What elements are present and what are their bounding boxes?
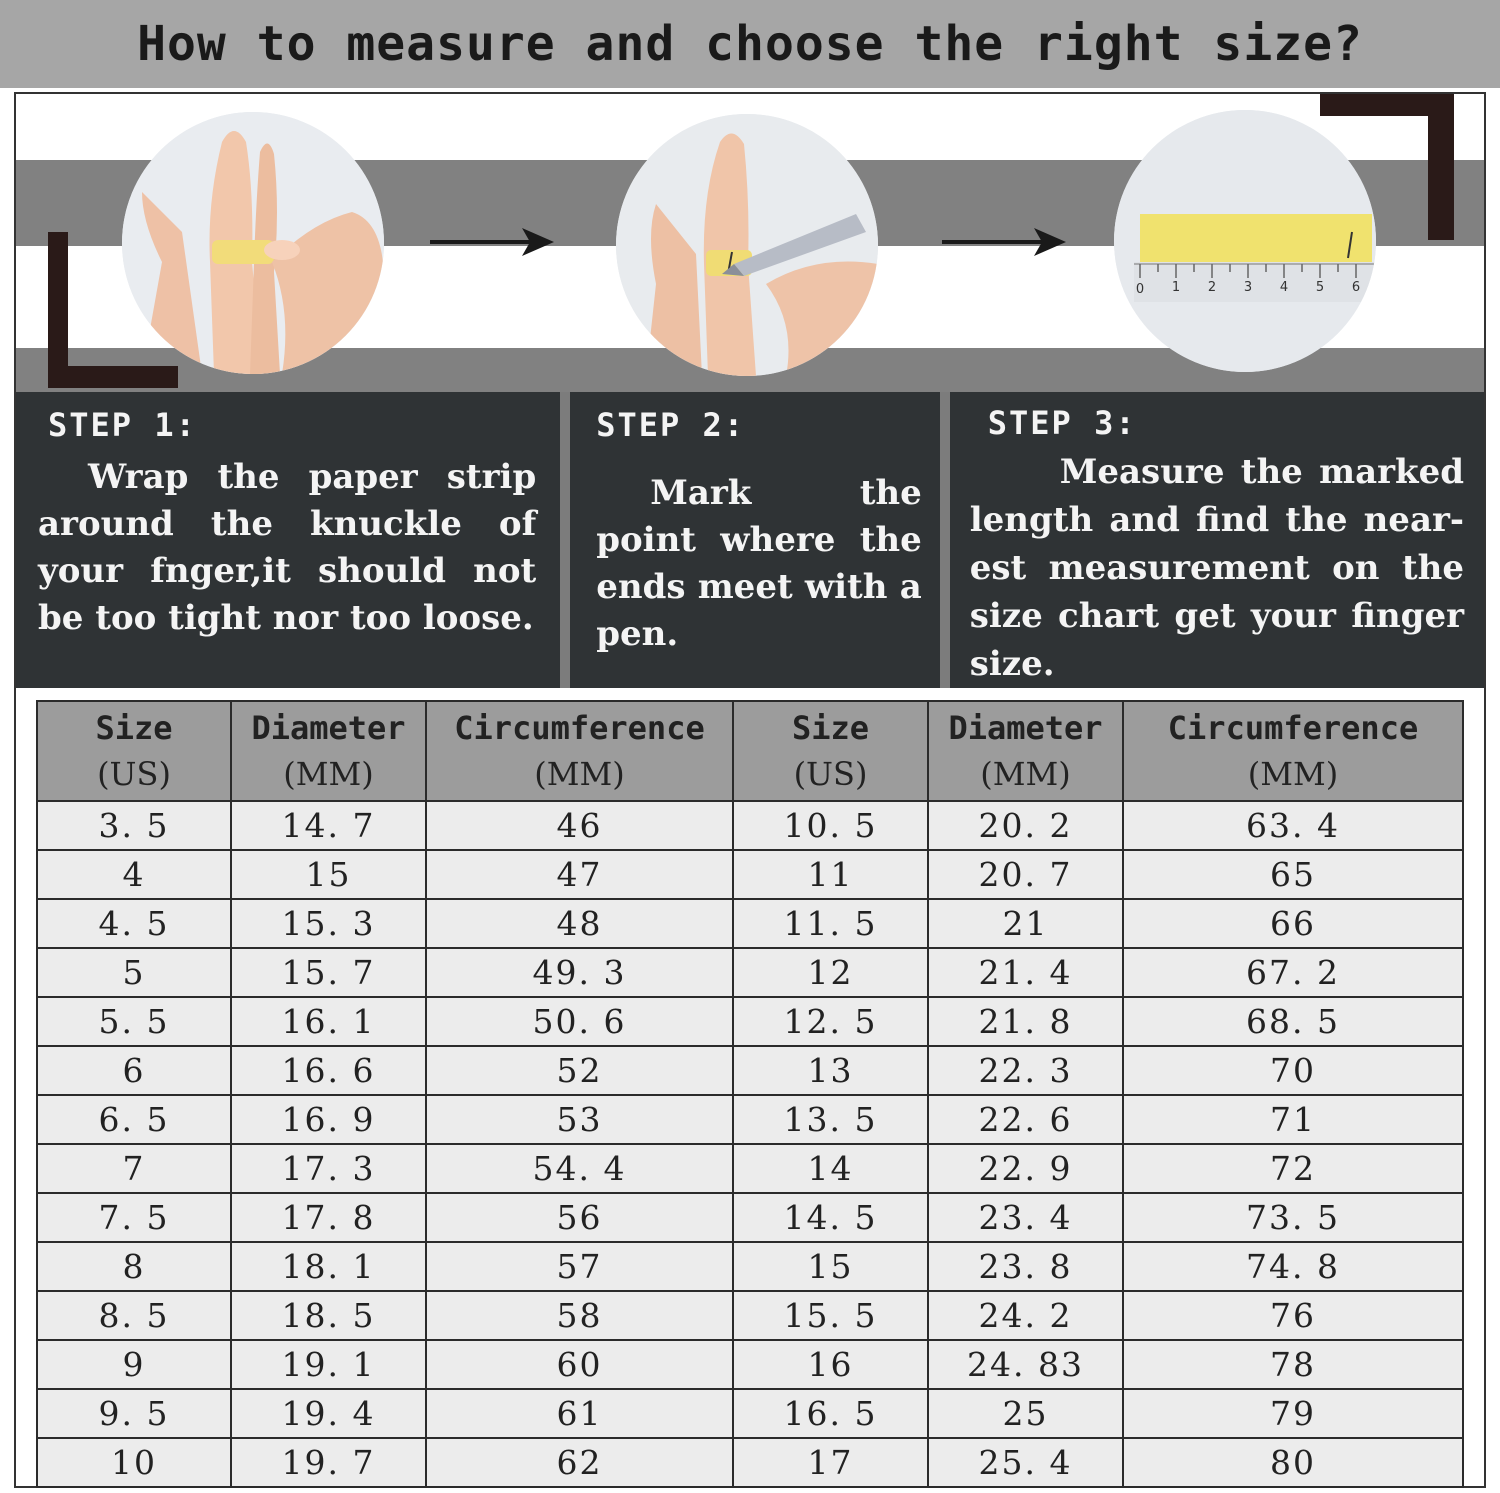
header-diameter-mm: Diameter (MM): [231, 701, 426, 801]
table-cell: 67. 2: [1123, 948, 1463, 997]
table-cell: 73. 5: [1123, 1193, 1463, 1242]
table-cell: 16. 9: [231, 1095, 426, 1144]
table-cell: 6: [37, 1046, 231, 1095]
table-cell: 4. 5: [37, 899, 231, 948]
table-cell: 13. 5: [733, 1095, 928, 1144]
step-2-text: Mark the point where the ends meet with a pen.: [596, 473, 922, 654]
table-cell: 61: [426, 1389, 733, 1438]
header-size-us: Size (US): [37, 701, 231, 801]
table-cell: 3. 5: [37, 801, 231, 850]
table-cell: 15. 7: [231, 948, 426, 997]
table-cell: 4: [37, 850, 231, 899]
table-cell: 48: [426, 899, 733, 948]
step-1-text: Wrap the paper strip around the knuckle of your fnger,it should not be too tight nor too loose.: [38, 457, 537, 638]
table-cell: 70: [1123, 1046, 1463, 1095]
table-cell: 23. 4: [928, 1193, 1123, 1242]
table-cell: 7. 5: [37, 1193, 231, 1242]
table-cell: 57: [426, 1242, 733, 1291]
table-cell: 5: [37, 948, 231, 997]
table-cell: 18. 1: [231, 1242, 426, 1291]
table-cell: 17: [733, 1438, 928, 1487]
ruler-photo: [1114, 110, 1376, 372]
size-chart-table: [36, 700, 1464, 1488]
table-cell: 5. 5: [37, 997, 231, 1046]
ruler-tick-6: 6: [1351, 280, 1361, 295]
step-3-card: [950, 392, 1484, 688]
table-cell: 16: [733, 1340, 928, 1389]
table-row: [37, 1291, 1463, 1340]
arrow-right-icon: [942, 222, 1066, 262]
table-header-row: [37, 701, 1463, 801]
table-row: [37, 1242, 1463, 1291]
table-cell: 15: [733, 1242, 928, 1291]
finger-wrap-photo: [122, 112, 384, 374]
corner-bracket-left: [48, 232, 68, 388]
table-cell: 8. 5: [37, 1291, 231, 1340]
pen-mark-photo: [616, 114, 878, 376]
table-cell: 6. 5: [37, 1095, 231, 1144]
table-cell: 58: [426, 1291, 733, 1340]
table-row: [37, 1193, 1463, 1242]
table-cell: 10: [37, 1438, 231, 1487]
table-cell: 17. 8: [231, 1193, 426, 1242]
table-cell: 14: [733, 1144, 928, 1193]
table-cell: 12. 5: [733, 997, 928, 1046]
table-cell: 80: [1123, 1438, 1463, 1487]
table-cell: 50. 6: [426, 997, 733, 1046]
table-cell: 12: [733, 948, 928, 997]
step-2-title: STEP 2:: [596, 406, 746, 444]
table-row: [37, 801, 1463, 850]
table-cell: 21. 8: [928, 997, 1123, 1046]
table-cell: 49. 3: [426, 948, 733, 997]
table-cell: 7: [37, 1144, 231, 1193]
steps-panel: [16, 392, 1484, 688]
table-cell: 19. 7: [231, 1438, 426, 1487]
table-row: [37, 1046, 1463, 1095]
table-row: [37, 997, 1463, 1046]
table-cell: 24. 2: [928, 1291, 1123, 1340]
step-3-text: Measure the marked length and find the near- est measurement on the size chart get your finger size.: [969, 452, 1464, 684]
title-bar: [0, 0, 1500, 88]
table-cell: 60: [426, 1340, 733, 1389]
ruler-tick-3: 3: [1243, 280, 1253, 295]
table-cell: 20. 7: [928, 850, 1123, 899]
table-cell: 74. 8: [1123, 1242, 1463, 1291]
table-cell: 25: [928, 1389, 1123, 1438]
header-circumference-mm: Circumference (MM): [426, 701, 733, 801]
table-cell: 16. 1: [231, 997, 426, 1046]
table-cell: 15. 5: [733, 1291, 928, 1340]
table-cell: 14. 5: [733, 1193, 928, 1242]
table-cell: 19. 1: [231, 1340, 426, 1389]
table-cell: 79: [1123, 1389, 1463, 1438]
table-row: [37, 1438, 1463, 1487]
table-cell: 71: [1123, 1095, 1463, 1144]
page-title: How to measure and choose the right size?: [137, 16, 1363, 72]
table-cell: 53: [426, 1095, 733, 1144]
table-cell: 22. 6: [928, 1095, 1123, 1144]
table-cell: 78: [1123, 1340, 1463, 1389]
table-row: [37, 1095, 1463, 1144]
header-size-us-2: Size (US): [733, 701, 928, 801]
table-cell: 11. 5: [733, 899, 928, 948]
table-row: [37, 948, 1463, 997]
table-cell: 15: [231, 850, 426, 899]
table-cell: 47: [426, 850, 733, 899]
table-cell: 24. 83: [928, 1340, 1123, 1389]
table-cell: 19. 4: [231, 1389, 426, 1438]
step-1-card: [16, 392, 560, 688]
corner-bracket-left-base: [48, 366, 178, 388]
header-diameter-mm-2: Diameter (MM): [928, 701, 1123, 801]
table-cell: 23. 8: [928, 1242, 1123, 1291]
ruler-tick-5: 5: [1315, 280, 1325, 295]
table-cell: 11: [733, 850, 928, 899]
table-cell: 10. 5: [733, 801, 928, 850]
table-cell: 22. 3: [928, 1046, 1123, 1095]
table-cell: 46: [426, 801, 733, 850]
table-cell: 65: [1123, 850, 1463, 899]
ruler-tick-0: 0: [1135, 282, 1145, 297]
table-row: [37, 1340, 1463, 1389]
table-cell: 52: [426, 1046, 733, 1095]
ruler-tick-4: 4: [1279, 280, 1289, 295]
table-row: [37, 1144, 1463, 1193]
table-cell: 21. 4: [928, 948, 1123, 997]
table-row: [37, 850, 1463, 899]
step-2-card: [570, 392, 940, 688]
table-body: [37, 801, 1463, 1487]
table-cell: 63. 4: [1123, 801, 1463, 850]
table-cell: 8: [37, 1242, 231, 1291]
table-cell: 9: [37, 1340, 231, 1389]
header-circumference-mm-2: Circumference (MM): [1123, 701, 1463, 801]
table-cell: 14. 7: [231, 801, 426, 850]
table-cell: 20. 2: [928, 801, 1123, 850]
table-cell: 62: [426, 1438, 733, 1487]
table-cell: 72: [1123, 1144, 1463, 1193]
step-3-title: STEP 3:: [987, 404, 1137, 442]
table-cell: 13: [733, 1046, 928, 1095]
table-row: [37, 1389, 1463, 1438]
corner-bracket-right-side: [1428, 94, 1454, 240]
ruler-tick-2: 2: [1207, 280, 1217, 295]
ruler-tick-1: 1: [1171, 280, 1181, 295]
table-cell: 25. 4: [928, 1438, 1123, 1487]
table-cell: 66: [1123, 899, 1463, 948]
table-cell: 17. 3: [231, 1144, 426, 1193]
table-cell: 15. 3: [231, 899, 426, 948]
table-cell: 56: [426, 1193, 733, 1242]
table-cell: 16. 6: [231, 1046, 426, 1095]
arrow-right-icon: [430, 222, 554, 262]
table-cell: 18. 5: [231, 1291, 426, 1340]
table-cell: 16. 5: [733, 1389, 928, 1438]
table-cell: 54. 4: [426, 1144, 733, 1193]
table-cell: 21: [928, 899, 1123, 948]
step-1-title: STEP 1:: [48, 406, 197, 444]
table-cell: 68. 5: [1123, 997, 1463, 1046]
table-cell: 22. 9: [928, 1144, 1123, 1193]
table-cell: 76: [1123, 1291, 1463, 1340]
table-cell: 9. 5: [37, 1389, 231, 1438]
table-row: [37, 899, 1463, 948]
